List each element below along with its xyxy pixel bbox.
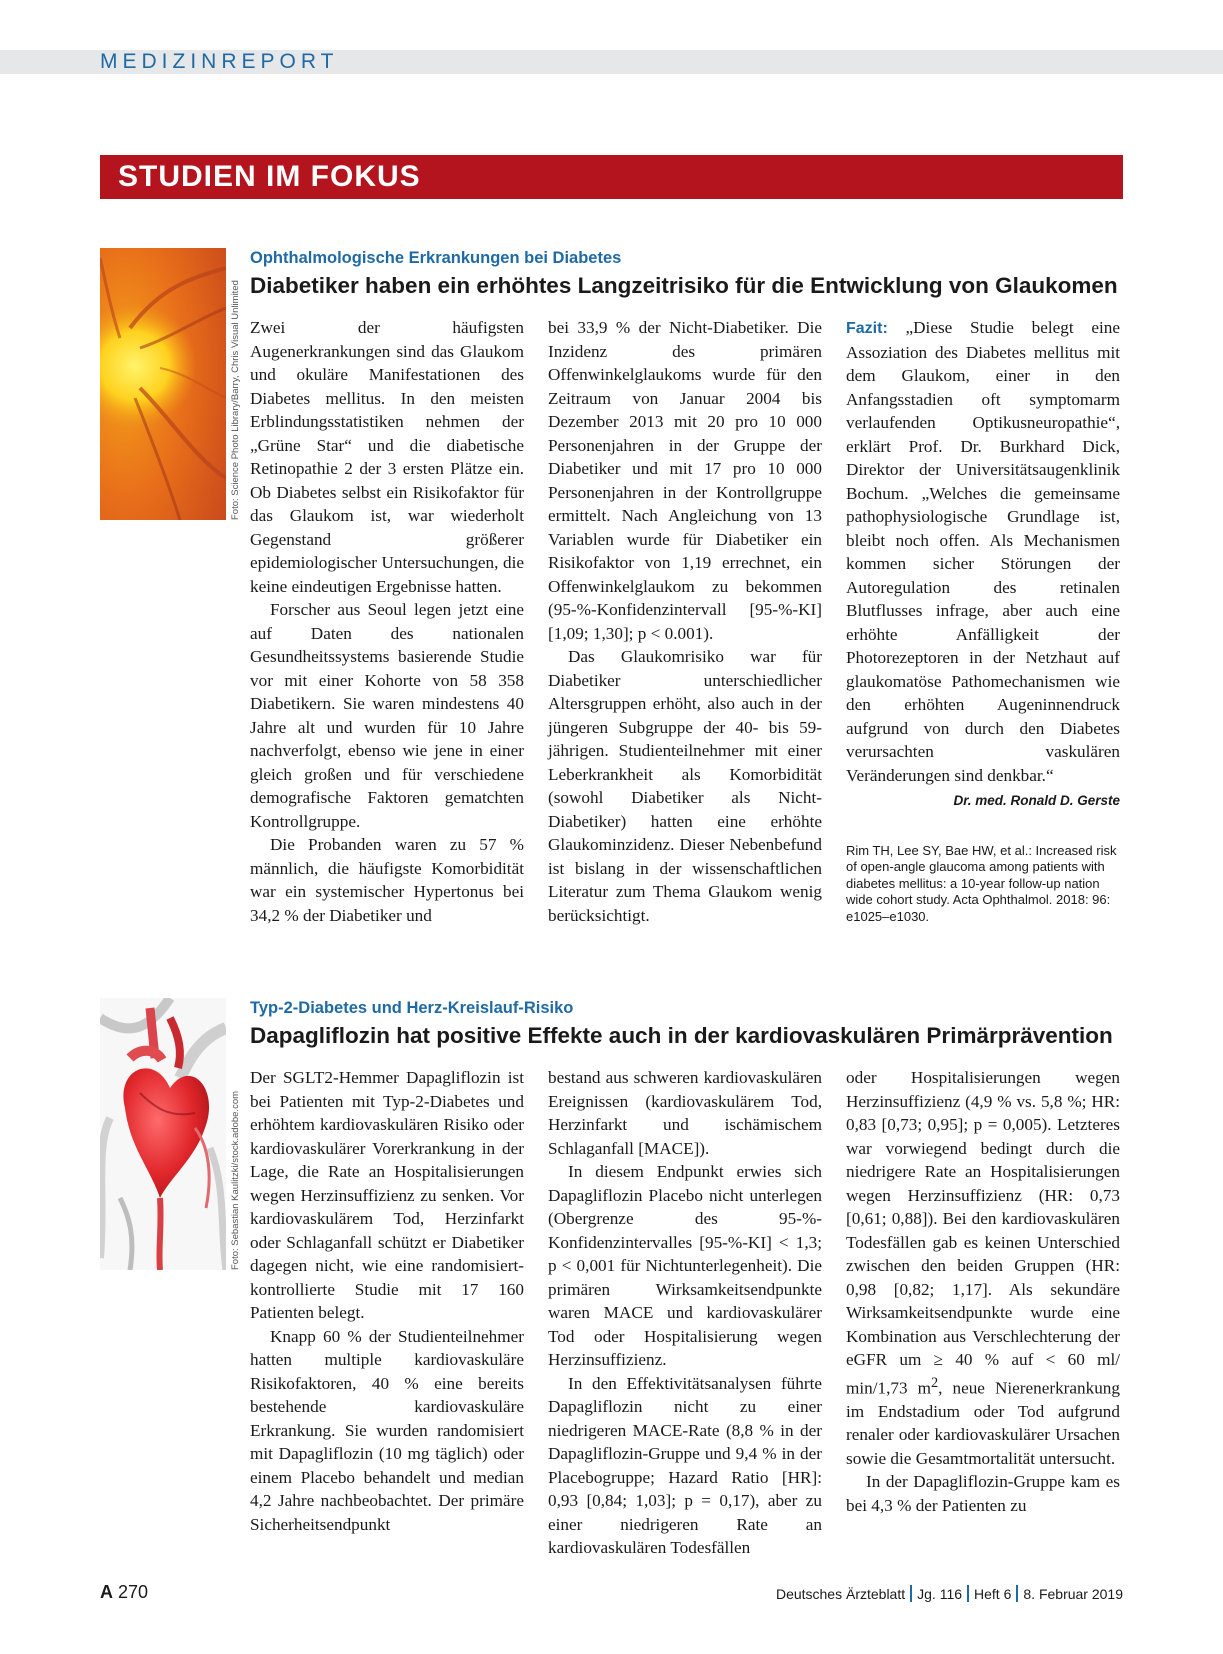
section-label: MEDIZINREPORT [100, 50, 339, 73]
paragraph: Zwei der häufigsten Augenerkrankungen sind das Glaukom und okuläre Manifestationen des Diabetes mellitus. In den meisten Erblindungsstatistiken nehmen der „Grüne Star“ und die diabetische Retinopathie 2 der 3 ersten Plätze ein. Ob Diabetes selbst ein Risikofaktor für das Glaukom ist, war wiederholt Gegenstand größerer epidemiologischer Untersuchungen, die keine eindeutigen Ergebnisse hatten. [250, 318, 524, 596]
journal-date: 8. Februar 2019 [1023, 1586, 1123, 1602]
article-headline: Dapagliflozin hat positive Effekte auch in der kardiovaskulären Primärprävention [250, 1023, 1113, 1048]
article-column-1 [250, 1066, 524, 1536]
paragraph-text: oder Hospitalisierungen wegen Herzinsuffizienz (4,9 % vs. 5,8 %; HR: 0,83 [0,73; 0,95]; p = 0,005). Letzteres war vorwiegend bedingt durch die niedrigere Rate an Hospitalisierungen wegen Herzinsuffizienz (HR: 0,73 [0,61; 0,88]). Bei den kardiovaskulären Todesfällen gab es keinen Unterschied zwischen den beiden Gruppen (HR: 0,98 [0,82; 1,17]. Als sekundäre Wirksamkeitsendpunkte wurde eine Kombination aus Verschlechterung der eGFR um ≥ 40 % auf < 60 ml/ min/1,73 m [846, 1068, 1120, 1398]
retina-photo [100, 248, 226, 520]
article-glaucoma [100, 248, 1123, 928]
article-dapagliflozin [100, 998, 1123, 1558]
page-number-value: 270 [118, 1582, 149, 1602]
paragraph: In den Effektivitätsanalysen führte Dapagliflozin nicht zu einer niedrigeren MACE-Rate (8,8 % in der Dapagliflozin-Gruppe und 9,4 % in der Placebogruppe; Hazard Ratio [HR]: 0,93 [0,84; 1,03]; p = 0,17), aber zu einer niedrigeren Rate an kardiovaskulären Todesfällen [548, 1373, 822, 1557]
journal-volume: Jg. 116 [917, 1586, 963, 1602]
paragraph: Das Glaukomrisiko war für Diabetiker unterschiedlicher Altersgruppen erhöht, also auch in der jüngeren Subgruppe der 40- bis 59-jährigen. Studienteilnehmer mit einer Leberkrankheit als Komorbidität (sowohl Diabetiker als Nicht-Diabetiker) hatten eine erhöhte Glaukominzidenz. Dieser Nebenbefund ist bislang in der wissenschaftlichen Literatur zum Thema Glaukom wenig berücksichtigt. [548, 647, 822, 925]
photo-credit: Foto: Science Photo Library/Barry, Chris Visual Unlimited [230, 280, 241, 520]
article-column-3 [846, 316, 1120, 925]
article-column-2 [548, 316, 822, 927]
photo-credit: Foto: Sebastian Kaulitzki/stock.adobe.com [230, 1090, 241, 1270]
reference: Rim TH, Lee SY, Bae HW, et al.: Increased risk of open-angle glaucoma among patients with diabetes mellitus: a 10-year follow-up nation wide cohort study. Acta Ophthalmol. 2018: 96: e1025–e1030. [846, 842, 1117, 924]
article-column-3 [846, 1066, 1120, 1517]
paragraph [846, 1066, 1120, 1470]
fazit-text: „Diese Studie belegt eine Assoziation des Diabetes mellitus mit dem Glaukom, einer in den Anfangsstadien oft symptomarm verlaufenden Optikusneuropathie“, erklärt Prof. Dr. Burkhard Dick, Direktor der Universitätsaugenklinik Bochum. „Welches die gemeinsame pathophysiologische Grundlage ist, bleibt noch offen. Als Mechanismen kommen sicher Störungen der Autoregulation des retinalen Blutflusses infrage, aber auch eine erhöhte Anfälligkeit der Photorezeptoren in der Netzhaut auf glaukomatöse Pathomechanismen wie den erhöhten Augeninnendruck aufgrund von durch den Diabetes verursachten vaskulären Veränderungen sind denkbar.“ [846, 318, 1120, 785]
paragraph: bei 33,9 % der Nicht-Diabetiker. Die Inzidenz des primären Offenwinkelglaukoms wurde für den Zeitraum von Januar 2004 bis Dezember 2013 mit 20 pro 10 000 Personenjahren in der Gruppe der Diabetiker und mit 17 pro 10 000 Personenjahren in der Kontrollgruppe ermittelt. Nach Angleichung von 13 Variablen wurde für Diabetiker ein Risikofaktor von 1,19 errechnet, ein Offenwinkelglaukom zu bekommen (95-%-Konfidenzintervall [95-%-KI] [1,09; 1,30]; p < 0.001). [548, 318, 822, 643]
superscript: 2 [931, 1374, 939, 1391]
journal-issue: Heft 6 [974, 1586, 1012, 1602]
paragraph: Die Probanden waren zu 57 % männlich, die häufigste Komorbidität war ein systemischer Hypertonus bei 34,2 % der Diabetiker und [250, 835, 524, 925]
article-column-2 [548, 1066, 822, 1560]
paragraph: Knapp 60 % der Studienteilnehmer hatten multiple kardiovaskuläre Risikofaktoren, 40 % eine bereits bestehende kardiovaskuläre Erkrankung. Sie wurden randomisiert mit Dapagliflozin (10 mg täglich) oder einem Placebo behandelt und median 4,2 Jahre nachbeobachtet. Der primäre Sicherheitsendpunkt [250, 1326, 524, 1534]
separator [1016, 1585, 1018, 1602]
banner-title: STUDIEN IM FOKUS [118, 160, 421, 193]
paragraph: Forscher aus Seoul legen jetzt eine auf Daten des nationalen Gesundheitssystems basierende Studie vor mit einer Kohorte von 58 358 Diabetikern. Sie waren mindestens 40 Jahre alt und wurden für 10 Jahre nachverfolgt, ebenso wie jene in einer gleich großen und für verschiedene demografische Faktoren gematchten Kontrollgruppe. [250, 600, 524, 831]
article-kicker: Typ-2-Diabetes und Herz-Kreislauf-Risiko [250, 999, 574, 1017]
page-prefix: A [100, 1582, 113, 1602]
separator [967, 1585, 969, 1602]
paragraph: bestand aus schweren kardiovaskulären Ereignissen (kardiovaskulärem Tod, Herzinfarkt und ischämischem Schlaganfall [MACE]). [548, 1068, 822, 1158]
author: Dr. med. Ronald D. Gerste [953, 793, 1120, 808]
article-kicker: Ophthalmologische Erkrankungen bei Diabetes [250, 249, 622, 267]
article-headline: Diabetiker haben ein erhöhtes Langzeitrisiko für die Entwicklung von Glaukomen [250, 273, 1118, 298]
heart-illustration [100, 998, 226, 1270]
fazit-paragraph [846, 316, 1120, 787]
page-number [100, 1582, 148, 1603]
banner [100, 155, 1123, 199]
journal-name: Deutsches Ärzteblatt [775, 1586, 906, 1602]
paragraph-text: , neue Nierenerkrankung im Endstadium oder Tod aufgrund renaler oder kardiovaskulärer Ursachen sowie die Gesamtmortalität untersucht. [846, 1378, 1120, 1468]
article-column-1 [250, 316, 524, 927]
paragraph: Der SGLT2-Hemmer Dapagliflozin ist bei Patienten mit Typ-2-Diabetes und erhöhtem kardiovaskulären Risiko oder kardiovaskulärer Vorerkrankung in der Lage, die Rate an Hospitalisierungen wegen Herzinsuffizienz zu senken. Vor kardiovaskulärem Tod, Herzinfarkt oder Schlaganfall schützt er Diabetiker dagegen nicht, wie eine randomisiert-kontrollierte Studie mit 17 160 Patienten belegt. [250, 1068, 524, 1322]
journal-info [776, 1585, 1123, 1602]
paragraph: In der Dapagliflozin-Gruppe kam es bei 4,3 % der Patienten zu [846, 1472, 1120, 1515]
separator [910, 1585, 912, 1602]
paragraph: In diesem Endpunkt erwies sich Dapagliflozin Placebo nicht unterlegen (Obergrenze des 95-%-Konfidenzintervalles [95-%-KI] < 1,3; p < 0,001 für Nichtunterlegenheit). Die primären Wirksamkeitsendpunkte waren MACE und kardiovaskulärer Tod oder Hospitalisierung wegen Herzinsuffizienz. [548, 1162, 822, 1369]
fazit-label: Fazit: [846, 320, 888, 337]
